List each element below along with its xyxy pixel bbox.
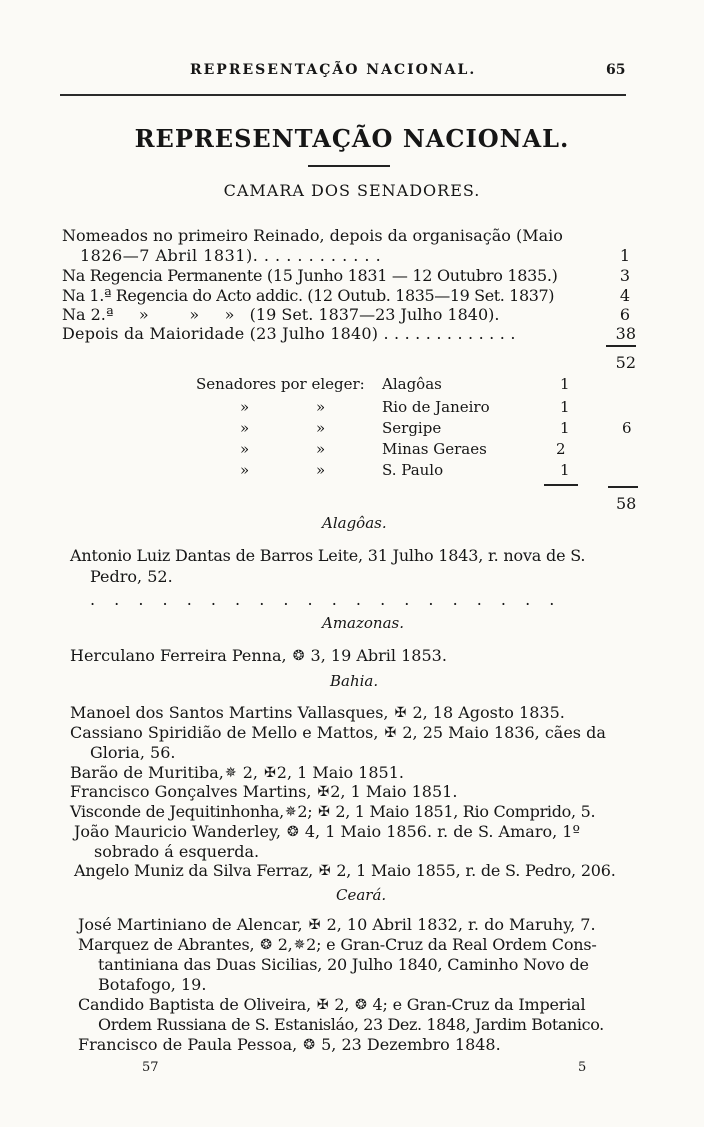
page-number: 65 <box>606 62 626 78</box>
order-cross-icon: ✠ <box>317 784 330 800</box>
order-cross-icon: ✠ <box>318 804 330 820</box>
summary-row-4-count: 6 <box>619 305 630 324</box>
entry-name: Barão de Muritiba, <box>70 763 224 782</box>
entry-details: 2, 1 Maio 1851. <box>276 763 404 782</box>
entry-details: 2, <box>277 935 293 954</box>
summary-row-5: Depois da Maioridade (23 Julho 1840) . . . . . . . . . . . . . <box>62 324 516 343</box>
entry-details: 2, 10 Abril 1832, r. do Maruhy, 7. <box>326 915 596 934</box>
entry-details: 2, 1 Maio 1855, r. de S. Pedro, 206. <box>336 861 616 880</box>
entry-line: Botafogo, 19. <box>98 975 207 994</box>
order-cross-icon: ✠ <box>394 705 407 721</box>
order-cross-icon: ✠ <box>384 725 397 741</box>
entry-line <box>74 822 580 841</box>
entry-details: 2, 18 Agosto 1835. <box>412 703 565 722</box>
section-heading-ceara: Ceará. <box>336 886 387 904</box>
entry-line <box>78 915 596 934</box>
section-heading-bahia: Bahia. <box>330 672 379 690</box>
summary-row-2-count: 3 <box>619 266 630 285</box>
gathering-mark: 5 <box>578 1060 587 1075</box>
order-medal-icon: ❂ <box>287 824 299 840</box>
entry-name: Candido Baptista de Oliveira, <box>78 995 312 1014</box>
entry-line <box>70 782 457 801</box>
ditto-mark: » <box>316 461 326 479</box>
entry-details: 4, 1 Maio 1856. r. de S. Amaro, 1º <box>304 822 580 841</box>
entry-name: Marquez de Abrantes, <box>78 935 255 954</box>
entry-line: Antonio Luiz Dantas de Barros Leite, 31 Julho 1843, r. nova de S. <box>70 546 586 565</box>
order-cross-icon: ✠ <box>264 765 276 781</box>
summary-row-4: Na 2.ª » » » (19 Set. 1837—23 Julho 1840). <box>62 305 500 324</box>
ditto-mark: » <box>316 398 326 416</box>
entry-name: Manoel dos Santos Martins Vallasques, <box>70 703 389 722</box>
to-elect-count-5: 1 <box>560 461 570 479</box>
entry-details: 2, 1 Maio 1851. <box>330 782 458 801</box>
to-elect-name-4: Minas Geraes <box>382 440 487 458</box>
ellipsis-dots: . . . . . . . . . . . . . . . . . . . . <box>90 590 562 609</box>
grand-total-rule <box>608 486 638 488</box>
signature-mark: 57 <box>142 1060 159 1075</box>
to-elect-rule <box>544 484 578 486</box>
to-elect-count-4: 2 <box>556 440 566 458</box>
order-medal-icon: ❂ <box>260 937 272 953</box>
order-medal-icon: ❂ <box>303 1037 316 1053</box>
entry-details: 2, <box>334 995 350 1014</box>
summary-total-rule <box>606 345 636 347</box>
summary-row-2: Na Regencia Permanente (15 Junho 1831 — 12 Outubro 1835.) <box>62 266 558 285</box>
entry-details: 4; e Gran-Cruz da Imperial <box>372 995 586 1014</box>
ditto-mark: » <box>240 419 250 437</box>
summary-row-1-count: 1 <box>619 246 630 265</box>
to-elect-count-3: 1 <box>560 419 570 437</box>
entry-details: 5, 23 Dezembro 1848. <box>321 1035 501 1054</box>
entry-line: Gloria, 56. <box>90 743 176 762</box>
to-elect-subtotal: 6 <box>622 419 632 437</box>
chamber-subtitle: CAMARA DOS SENADORES. <box>223 181 481 200</box>
to-elect-label: Senadores por eleger: <box>196 375 365 393</box>
entry-name: Angelo Muniz da Silva Ferraz, <box>74 861 314 880</box>
ditto-mark: » <box>316 419 326 437</box>
order-cross-icon: ✠ <box>316 997 329 1013</box>
ditto-mark: » <box>240 461 250 479</box>
entry-details: 2, 1 Maio 1851, Rio Comprido, 5. <box>335 802 596 821</box>
entry-name: Cassiano Spiridião de Mello e Mattos, <box>70 723 379 742</box>
entry-line <box>70 646 447 665</box>
summary-row-3: Na 1.ª Regencia do Acto addic. (12 Outub. 1835—19 Set. 1837) <box>62 286 555 305</box>
page-title: REPRESENTAÇÃO NACIONAL. <box>134 124 570 153</box>
running-title: REPRESENTAÇÃO NACIONAL. <box>190 62 477 78</box>
entry-name: Herculano Ferreira Penna, <box>70 646 287 665</box>
entry-details: 2, 25 Maio 1836, cães da <box>402 723 606 742</box>
entry-name: Francisco de Paula Pessoa, <box>78 1035 298 1054</box>
entry-line <box>70 802 595 821</box>
title-rule <box>308 165 390 167</box>
entry-line <box>70 703 565 722</box>
entry-details: 3, 19 Abril 1853. <box>310 646 447 665</box>
to-elect-name-2: Rio de Janeiro <box>382 398 490 416</box>
order-star-icon: ✵ <box>224 765 237 781</box>
entry-line: tantiniana das Duas Sicilias, 20 Julho 1840, Caminho Novo de <box>98 955 589 974</box>
order-star-icon: ✵ <box>293 937 306 953</box>
entry-line <box>70 763 404 782</box>
entry-line <box>78 995 585 1014</box>
to-elect-name-3: Sergipe <box>382 419 442 437</box>
entry-details: 2; e Gran-Cruz da Real Ordem Cons- <box>306 935 597 954</box>
order-medal-icon: ❂ <box>292 648 305 664</box>
entry-line: sobrado á esquerda. <box>94 842 260 861</box>
entry-line <box>78 935 597 954</box>
section-heading-alagoas: Alagôas. <box>322 514 387 532</box>
to-elect-name-5: S. Paulo <box>382 461 444 479</box>
ditto-mark: » <box>240 440 250 458</box>
order-medal-icon: ❂ <box>355 997 367 1013</box>
ditto-mark: » <box>240 398 250 416</box>
entry-line <box>74 861 616 880</box>
entry-line: Ordem Russiana de S. Estanisláo, 23 Dez. 1848, Jardim Botanico. <box>98 1015 604 1034</box>
ditto-mark: » <box>316 440 326 458</box>
order-cross-icon: ✠ <box>318 863 331 879</box>
to-elect-name-1: Alagôas <box>382 375 442 393</box>
to-elect-count-2: 1 <box>560 398 570 416</box>
entry-name: Visconde de Jequitinhonha, <box>70 802 284 821</box>
entry-name: José Martiniano de Alencar, <box>78 915 303 934</box>
order-cross-icon: ✠ <box>308 917 321 933</box>
entry-name: João Mauricio Wanderley, <box>74 822 281 841</box>
summary-total: 52 <box>615 353 636 372</box>
order-star-icon: ✵ <box>284 804 297 820</box>
entry-line <box>78 1035 501 1054</box>
entry-line: Pedro, 52. <box>90 567 173 586</box>
header-rule <box>60 94 626 96</box>
to-elect-count-1: 1 <box>560 375 570 393</box>
entry-line <box>70 723 606 742</box>
summary-row-1-line-1: Nomeados no primeiro Reinado, depois da organisação (Maio <box>62 226 563 245</box>
grand-total: 58 <box>616 494 637 513</box>
section-heading-amazonas: Amazonas. <box>322 614 405 632</box>
entry-name: Francisco Gonçalves Martins, <box>70 782 312 801</box>
summary-row-3-count: 4 <box>619 286 630 305</box>
summary-row-1-line-2: 1826—7 Abril 1831). . . . . . . . . . . . <box>80 246 382 265</box>
summary-row-5-count: 38 <box>615 324 636 343</box>
entry-details: 2; <box>297 802 313 821</box>
entry-details: 2, <box>242 763 258 782</box>
